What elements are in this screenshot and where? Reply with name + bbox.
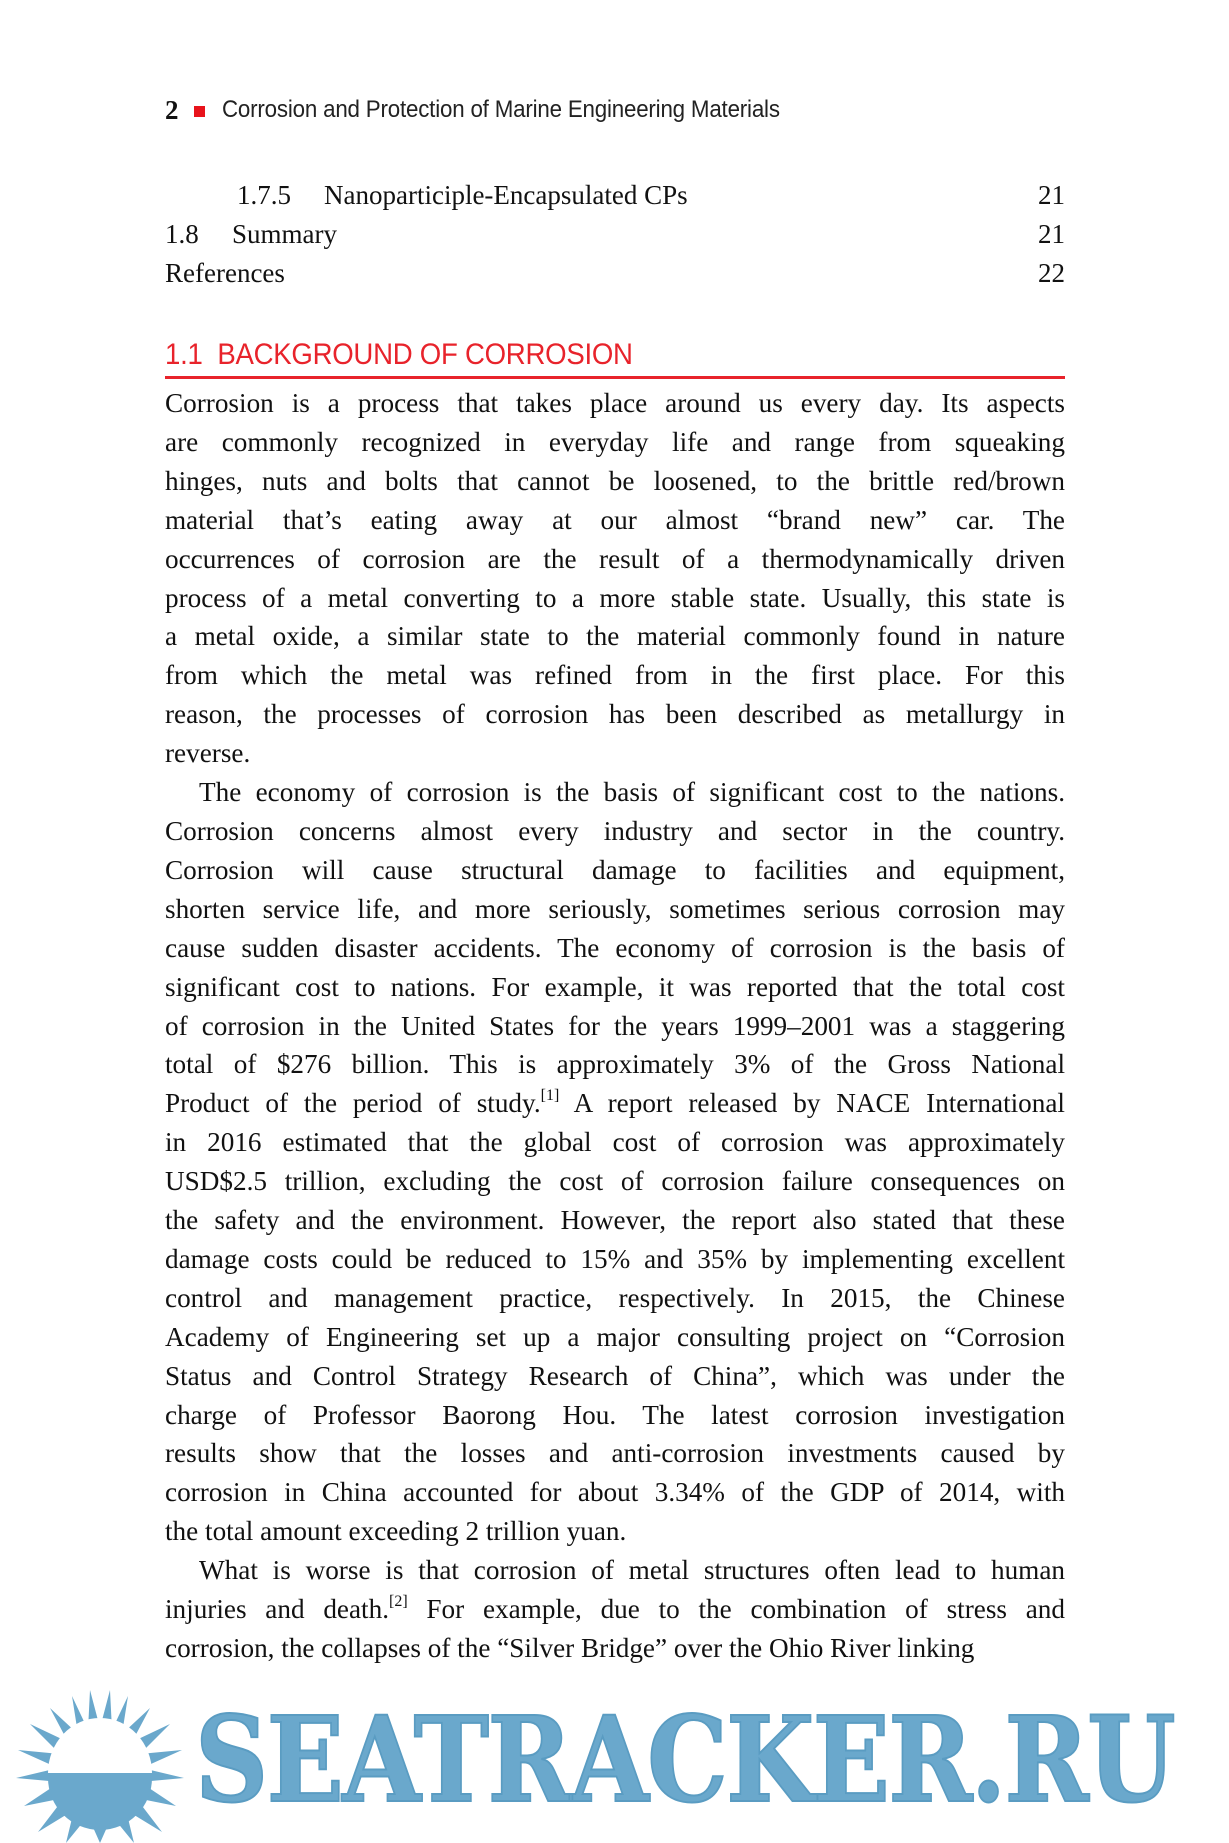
toc-entry-page: 21: [1038, 219, 1065, 249]
toc-entry-number: 1.7.5: [237, 180, 291, 210]
toc-entry[interactable]: [165, 254, 1065, 293]
text-line: Corrosion concerns almost every industry and sector in the country.: [165, 815, 1065, 846]
text-line: significant cost to nations. For example, it was reported that the total cost: [165, 971, 1065, 1002]
text-line: material that’s eating away at our almost “brand new” car. The: [165, 504, 1065, 535]
text-line: cause sudden disaster accidents. The economy of corrosion is the basis of: [165, 932, 1065, 963]
text-line: The economy of corrosion is the basis of significant cost to the nations.: [199, 777, 1065, 808]
page-number: 2: [165, 94, 179, 125]
text-line: reverse.: [165, 738, 251, 769]
text-line: charge of Professor Baorong Hou. The latest corrosion investigation: [165, 1399, 1065, 1430]
toc-entry[interactable]: [165, 215, 1065, 254]
text-line: are commonly recognized in everyday life and range from squeaking: [165, 426, 1065, 457]
text-line: process of a metal converting to a more stable state. Usually, this state is: [165, 582, 1065, 613]
text-line: damage costs could be reduced to 15% and 35% by implementing excellent: [165, 1243, 1065, 1274]
toc-entry-number: 1.8: [165, 219, 199, 249]
toc-entry-label: References: [165, 258, 285, 288]
text-line: control and management practice, respectively. In 2015, the Chinese: [165, 1282, 1065, 1313]
text-line: injuries and death.[2] For example, due to the combination of stress and: [165, 1593, 1065, 1625]
toc-entry-page: 21: [1038, 180, 1065, 210]
toc-entry-label: Nanoparticiple-Encapsulated CPs: [324, 180, 688, 210]
text-line: of corrosion in the United States for the years 1999–2001 was a staggering: [165, 1010, 1065, 1041]
text-line: Academy of Engineering set up a major consulting project on “Corrosion: [165, 1321, 1065, 1352]
text-line: shorten service life, and more seriously, sometimes serious corrosion may: [165, 893, 1065, 924]
text-line: reason, the processes of corrosion has been described as metallurgy in: [165, 699, 1065, 730]
section-number: 1.1: [165, 338, 203, 371]
citation-reference[interactable]: [1]: [540, 1087, 560, 1105]
toc-entry-page: 22: [1038, 258, 1065, 288]
text-line: corrosion, the collapses of the “Silver Bridge” over the Ohio River linking: [165, 1633, 975, 1663]
section-rule: [165, 376, 1065, 379]
text-line: Status and Control Strategy Research of China”, which was under the: [165, 1360, 1065, 1391]
paragraph: [165, 773, 1065, 1551]
text-line: Corrosion is a process that takes place around us every day. Its aspects: [165, 388, 1065, 418]
text-line: occurrences of corrosion are the result of a thermodynamically driven: [165, 543, 1065, 574]
book-title: Corrosion and Protection of Marine Engineering Materials: [221, 96, 780, 123]
watermark: [0, 1690, 1229, 1843]
text-line: What is worse is that corrosion of metal structures often lead to human: [199, 1555, 1065, 1586]
paragraph: [165, 1551, 1065, 1668]
running-head: [165, 93, 821, 127]
citation-reference[interactable]: [2]: [389, 1593, 408, 1611]
sun-logo-icon: [0, 1690, 200, 1843]
text-line: USD$2.5 trillion, excluding the cost of corrosion failure consequences on: [165, 1166, 1065, 1197]
body-text: [165, 384, 1065, 1668]
text-line: a metal oxide, a similar state to the material commonly found in nature: [165, 621, 1065, 652]
section-title-text: BACKGROUND OF CORROSION: [217, 338, 633, 371]
text-line: results show that the losses and anti-corrosion investments caused by: [165, 1438, 1065, 1469]
toc-entry[interactable]: [165, 176, 1065, 215]
paragraph: [165, 384, 1065, 773]
text-line: from which the metal was refined from in the first place. For this: [165, 660, 1065, 691]
text-line: Corrosion will cause structural damage to facilities and equipment,: [165, 854, 1065, 885]
red-square-bullet-icon: [194, 106, 205, 117]
table-of-contents: [165, 176, 1065, 293]
text-line: the safety and the environment. However, the report also stated that these: [165, 1205, 1065, 1236]
section-heading: [165, 335, 1065, 381]
text-line: Product of the period of study.[1] A report released by NACE International: [165, 1087, 1065, 1119]
watermark-text: SEATRACKER.RU: [195, 1690, 1174, 1829]
text-line: hinges, nuts and bolts that cannot be loosened, to the brittle red/brown: [165, 465, 1065, 496]
toc-entry-label: Summary: [232, 219, 337, 249]
section-title: [165, 335, 633, 375]
text-line: total of $276 billion. This is approximately 3% of the Gross National: [165, 1049, 1065, 1080]
text-line: the total amount exceeding 2 trillion yuan.: [165, 1516, 627, 1547]
text-line: in 2016 estimated that the global cost of corrosion was approximately: [165, 1127, 1065, 1158]
text-line: corrosion in China accounted for about 3.34% of the GDP of 2014, with: [165, 1477, 1065, 1508]
